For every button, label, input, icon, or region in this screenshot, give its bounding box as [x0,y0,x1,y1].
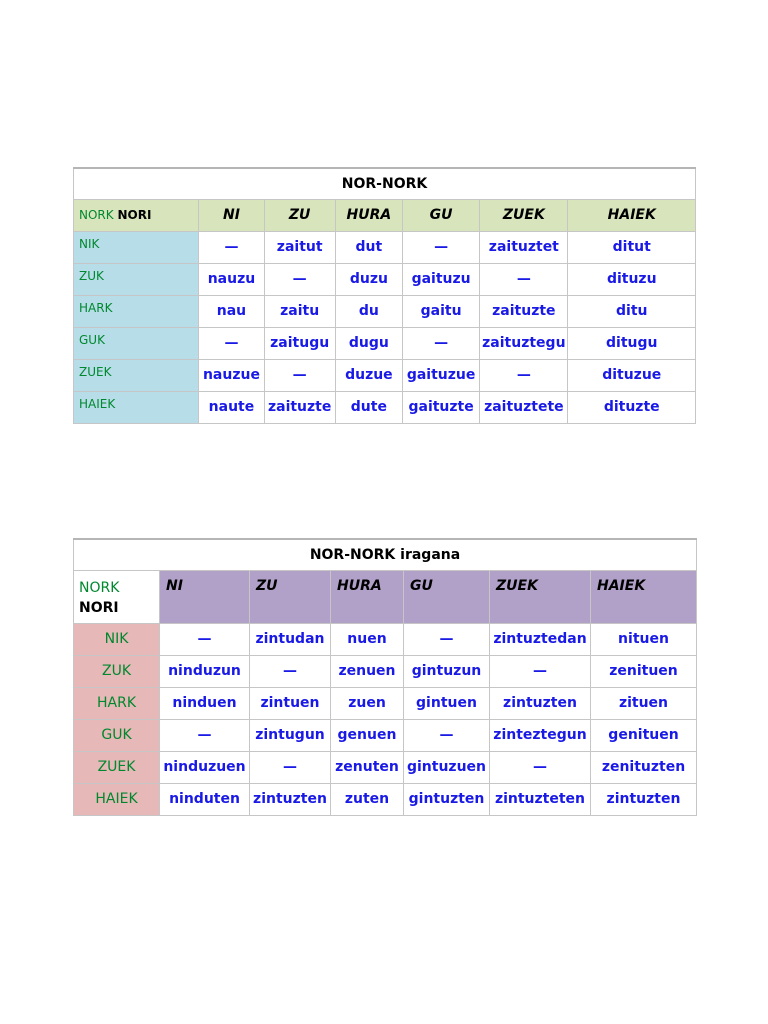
table-cell: zaitugu [264,327,335,359]
table-cell: ditugu [568,327,696,359]
table-cell: genituen [591,719,697,751]
table-cell: — [480,263,568,295]
table-cell: zenituen [591,655,697,687]
table-cell: zuten [331,783,404,815]
column-header: NI [160,570,250,623]
corner-nori-label: NORI [117,208,152,222]
table-cell: dugu [335,327,402,359]
table-cell: — [402,327,479,359]
table-row [74,295,696,327]
table-cell: zintuzten [591,783,697,815]
table-cell: gaitu [402,295,479,327]
table-cell: zintuzteten [490,783,591,815]
table-cell: zaituzte [480,295,568,327]
table-cell: — [160,719,250,751]
table-cell: zaitu [264,295,335,327]
corner-nork-label: NORK [79,208,114,222]
table-cell: zaituztegu [480,327,568,359]
table-cell: zintuen [250,687,331,719]
corner-header [74,570,160,623]
column-header: ZUEK [480,199,568,231]
corner-nork-label: NORK [79,579,120,596]
table-cell: — [199,327,264,359]
row-label: GUK [74,719,160,751]
table-cell: gaituzte [402,391,479,423]
table-row [74,231,696,263]
table-cell: dituzte [568,391,696,423]
table-row [74,327,696,359]
table-title: NOR-NORK [74,168,696,199]
table-cell: — [490,655,591,687]
table-cell: nauzue [199,359,264,391]
table-row [74,719,697,751]
column-header: HAIEK [591,570,697,623]
table-cell: dut [335,231,402,263]
table-row [74,391,696,423]
column-header: ZUEK [490,570,591,623]
row-label: ZUEK [74,751,160,783]
nor-nork-iragana-table [73,538,697,816]
table-cell: nuen [331,623,404,655]
row-label: ZUK [74,655,160,687]
table-cell: zintuzten [250,783,331,815]
table-cell: zuen [331,687,404,719]
table-cell: gintuzten [404,783,490,815]
table-cell: ninduzun [160,655,250,687]
table-cell: zaituzte [264,391,335,423]
row-label: GUK [74,327,199,359]
table-row [74,623,697,655]
table-cell: ditu [568,295,696,327]
table-row [74,359,696,391]
column-header: HURA [331,570,404,623]
corner-nori-label: NORI [79,599,119,616]
row-label: NIK [74,231,199,263]
table-cell: zintuzten [490,687,591,719]
row-label: NIK [74,623,160,655]
table-cell: — [490,751,591,783]
table-cell: — [160,623,250,655]
table-cell: ninduzuen [160,751,250,783]
row-label: HARK [74,687,160,719]
table-row [74,687,697,719]
table-cell: ninduen [160,687,250,719]
table-cell: — [402,231,479,263]
table-cell: nituen [591,623,697,655]
table-row [74,751,697,783]
nor-nork-table [73,167,696,424]
column-header: GU [404,570,490,623]
table-cell: ditut [568,231,696,263]
row-label: HAIEK [74,391,199,423]
table-cell: nau [199,295,264,327]
table-cell: gintuzun [404,655,490,687]
table-cell: dituzu [568,263,696,295]
table-cell: — [264,263,335,295]
row-label: ZUK [74,263,199,295]
table-row [74,783,697,815]
row-label: HARK [74,295,199,327]
table-cell: zaitut [264,231,335,263]
table-cell: — [199,231,264,263]
table-cell: — [250,751,331,783]
table-cell: zenituzten [591,751,697,783]
column-header: ZU [250,570,331,623]
column-header: ZU [264,199,335,231]
table-cell: zituen [591,687,697,719]
table-cell: — [264,359,335,391]
table-cell: naute [199,391,264,423]
table-cell: zenuen [331,655,404,687]
row-label: HAIEK [74,783,160,815]
table-row [74,655,697,687]
table-cell: dituzue [568,359,696,391]
column-header: GU [402,199,479,231]
table-cell: zintuztedan [490,623,591,655]
table-cell: — [250,655,331,687]
table-cell: genuen [331,719,404,751]
table-row [74,263,696,295]
table-cell: gintuzuen [404,751,490,783]
table-title: NOR-NORK iragana [74,539,697,570]
table-cell: gaituzu [402,263,479,295]
table-cell: duzue [335,359,402,391]
table-cell: — [404,623,490,655]
table-cell: nauzu [199,263,264,295]
column-header: HAIEK [568,199,696,231]
table-cell: zinteztegun [490,719,591,751]
table-cell: zenuten [331,751,404,783]
table-cell: dute [335,391,402,423]
table-cell: zaituztet [480,231,568,263]
table-cell: zintudan [250,623,331,655]
table-cell: duzu [335,263,402,295]
table-cell: ninduten [160,783,250,815]
table-cell: zaituztete [480,391,568,423]
column-header: HURA [335,199,402,231]
table-cell: zintugun [250,719,331,751]
column-header: NI [199,199,264,231]
table-cell: gintuen [404,687,490,719]
table-cell: — [404,719,490,751]
table-cell: — [480,359,568,391]
table-cell: gaituzue [402,359,479,391]
corner-header [74,199,199,231]
row-label: ZUEK [74,359,199,391]
table-cell: du [335,295,402,327]
